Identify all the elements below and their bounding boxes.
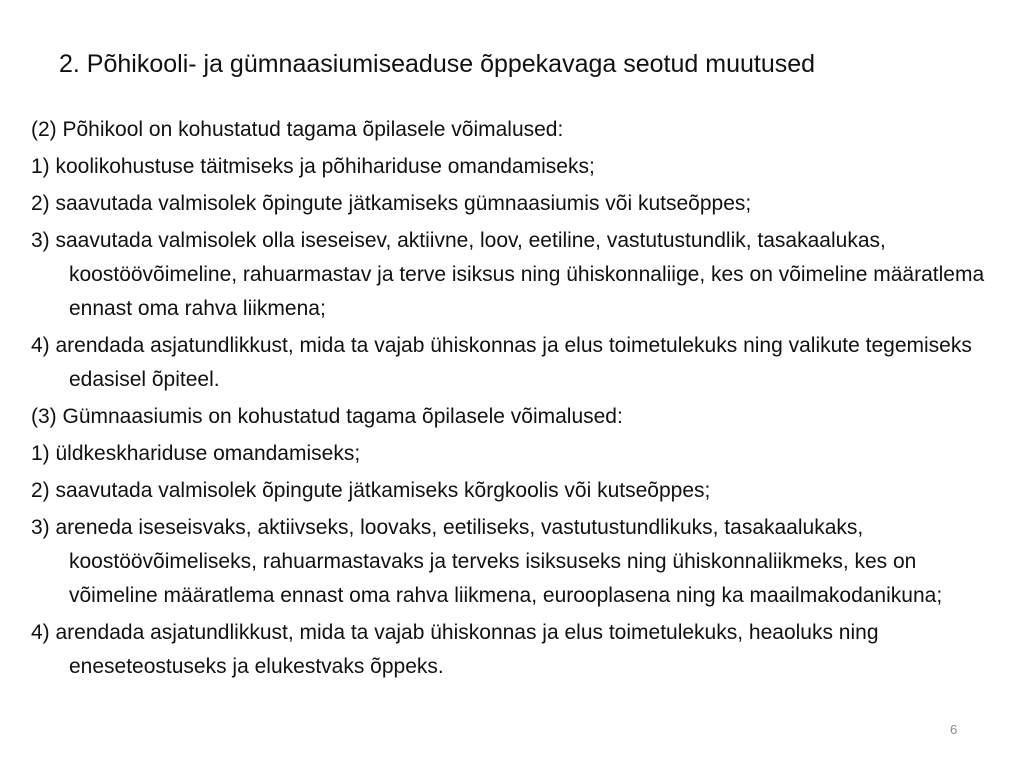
slide-title: 2. Põhikooli- ja gümnaasiumiseaduse õppekavaga seotud muutused: [59, 50, 816, 78]
paragraph-basic-school-item-1: 1) koolikohustuse täitmiseks ja põhihariduse omandamiseks;: [31, 155, 595, 178]
paragraph-basic-school-item-2: 2) saavutada valmisolek õpingute jätkamiseks gümnaasiumis või kutseõppes;: [31, 192, 752, 215]
paragraph-gymnasium-item-1: 1) üldkeskhariduse omandamiseks;: [31, 442, 361, 465]
paragraph-basic-school-item-4: 4) arendada asjatundlikkust, mida ta vajab ühiskonnas ja elus toimetulekuks ning valikute tegemiseks edasisel õpiteel.: [31, 334, 972, 391]
paragraph-gymnasium-item-4: 4) arendada asjatundlikkust, mida ta vajab ühiskonnas ja elus toimetulekuks, heaoluks ning eneseteostuseks ja elukestvaks õppeks.: [31, 621, 879, 678]
paragraph-gymnasium-item-3: 3) areneda iseseisvaks, aktiivseks, loovaks, eetiliseks, vastutustundlikuks, tasakaalukaks, koostöövõimeliseks, rahuarmastavaks ja terveks isiksuseks ning ühiskonnaliikmeks, kes on võimeline määratlema ennast oma rahva liikmena, eurooplasena ning ka maailmakodanikuna;: [31, 516, 943, 607]
paragraph-gymnasium-item-2: 2) saavutada valmisolek õpingute jätkamiseks kõrgkoolis või kutseõppes;: [31, 479, 711, 502]
paragraph-gymnasium-intro: (3) Gümnaasiumis on kohustatud tagama õpilasele võimalused:: [31, 405, 623, 428]
page-number: 6: [950, 722, 958, 737]
paragraph-basic-school-item-3: 3) saavutada valmisolek olla iseseisev, aktiivne, loov, eetiline, vastutustundlik, tasakaalukas, koostöövõimeline, rahuarmastav ja terve isiksus ning ühiskonnaliige, kes on võimeline määratlema ennast oma rahva liikmena;: [31, 229, 985, 320]
slide-content: [31, 113, 991, 687]
paragraph-basic-school-intro: (2) Põhikool on kohustatud tagama õpilasele võimalused:: [31, 118, 564, 141]
